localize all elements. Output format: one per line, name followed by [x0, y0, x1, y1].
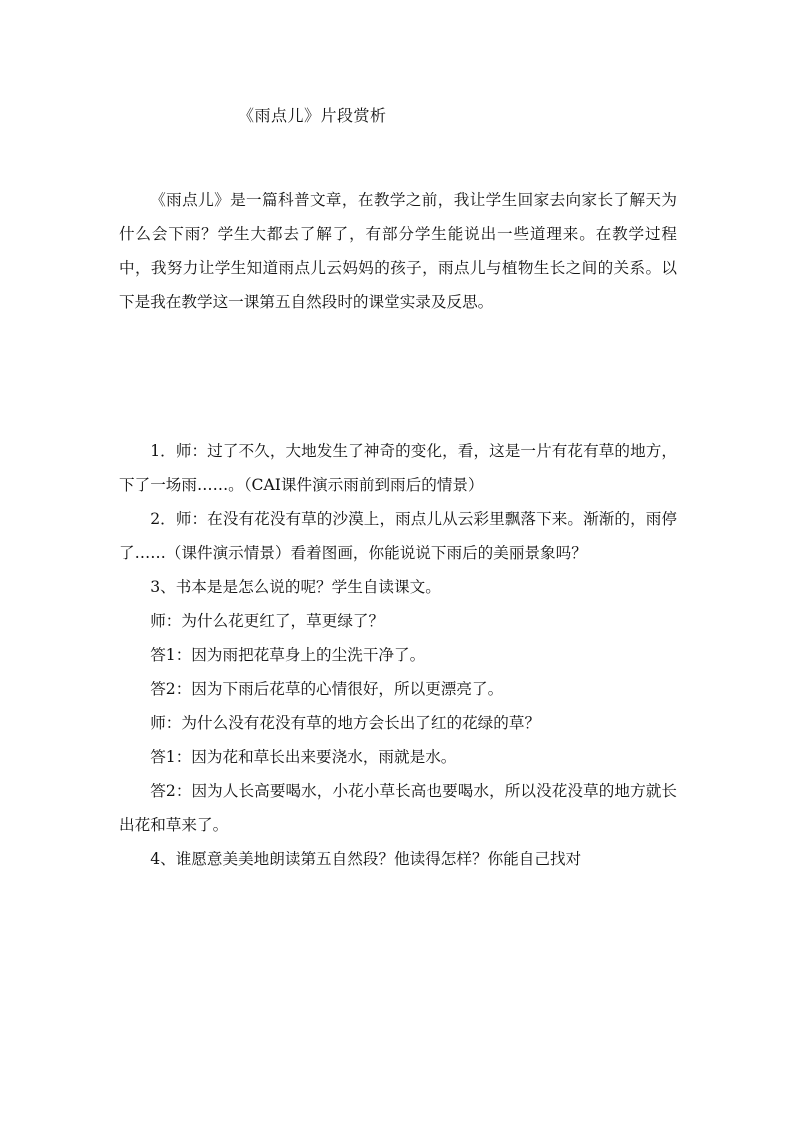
step-1-paragraph: 1．师：过了不久，大地发生了神奇的变化，看，这是一片有花有草的地方，下了一场雨……。（CAI课件演示雨前到雨后的情景） [119, 442, 677, 494]
document-title: 《雨点儿》片段赏析 [238, 106, 387, 125]
intro-section [119, 183, 677, 319]
lesson-record-section [119, 434, 677, 876]
teacher-question-2: 师：为什么没有花没有草的地方会长出了红的花绿的草？ [150, 714, 541, 732]
answer-2a: 答1：因为花和草长出来要浇水，雨就是水。 [150, 748, 457, 766]
teacher-question-1: 师：为什么花更红了，草更绿了？ [150, 612, 385, 630]
step-3-paragraph: 3、书本是是怎么说的呢？学生自读课文。 [150, 578, 441, 596]
answer-1a: 答1：因为雨把花草身上的尘洗干净了。 [150, 646, 426, 664]
intro-paragraph: 《雨点儿》是一篇科普文章，在教学之前，我让学生回家去向家长了解天为什么会下雨？学生大都去了解了，有部分学生能说出一些道理来。在教学过程中，我努力让学生知道雨点儿云妈妈的孩子，雨点儿与植物生长之间的关系。以下是我在教学这一课第五自然段时的课堂实录及反思。 [119, 191, 677, 311]
step-2-paragraph: 2．师：在没有花没有草的沙漠上，雨点儿从云彩里飘落下来。渐渐的，雨停了……（课件演示情景）看着图画，你能说说下雨后的美丽景象吗？ [119, 510, 677, 562]
answer-2b: 答2：因为人长高要喝水，小花小草长高也要喝水，所以没花没草的地方就长出花和草来了。 [119, 782, 677, 834]
step-4-paragraph: 4、谁愿意美美地朗读第五自然段？他读得怎样？你能自己找对 [150, 850, 582, 868]
answer-1b: 答2：因为下雨后花草的心情很好，所以更漂亮了。 [150, 680, 504, 698]
